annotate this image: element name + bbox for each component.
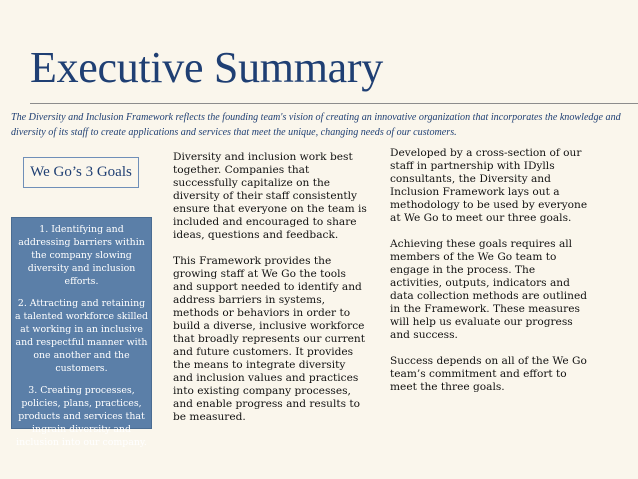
intro-text: The Diversity and Inclusion Framework reflects the founding team's vision of creating an innovative organization that incorporates the knowledge and diversity of its staff to create applications and services that meet the unique, changing needs of our customers. bbox=[11, 112, 621, 138]
slide-title: Executive Summary bbox=[30, 43, 383, 92]
goals-heading: We Go’s 3 Goals bbox=[23, 157, 139, 188]
middle-paragraph-1: Diversity and inclusion work best together. Companies that successfully capitalize on the diversity of their staff consistently ensure that everyone on the team is included and encouraged to share ideas, questions and feedback. bbox=[173, 151, 367, 241]
middle-column bbox=[173, 151, 368, 437]
right-paragraph-2: Achieving these goals requires all members of the We Go team to engage in the process. The activities, outputs, indicators and data collection methods are outlined in the Framework. These measures will help us evaluate our progress and success. bbox=[390, 238, 588, 341]
title-divider bbox=[30, 103, 638, 104]
right-paragraph-3: Success depends on all of the We Go team’s commitment and effort to meet the three goals. bbox=[390, 355, 587, 393]
goal-item-3: 3. Creating processes, policies, plans, practices, products and services that ingrain diversity and inclusion into our company. bbox=[16, 385, 147, 448]
middle-paragraph-2: This Framework provides the growing staff at We Go the tools and support needed to identify and address barriers in systems, methods or behaviors in order to build a diverse, inclusive workforce that broadly represents our current and future customers. It provides the means to integrate diversity and inclusion values and practices into existing company processes, and enable progress and results to be measured. bbox=[173, 255, 365, 423]
goal-item-1: 1. Identifying and addressing barriers within the company slowing diversity and inclusion efforts. bbox=[18, 224, 145, 287]
goals-panel bbox=[11, 217, 152, 448]
goal-item-2: 2. Attracting and retaining a talented workforce skilled at working in an inclusive and respectful manner with one another and the customers. bbox=[14, 298, 149, 374]
right-column bbox=[390, 147, 588, 407]
right-paragraph-1: Developed by a cross-section of our staff in partnership with IDylls consultants, the Diversity and Inclusion Framework lays out a methodology to be used by everyone at We Go to meet our three goals. bbox=[390, 147, 588, 224]
